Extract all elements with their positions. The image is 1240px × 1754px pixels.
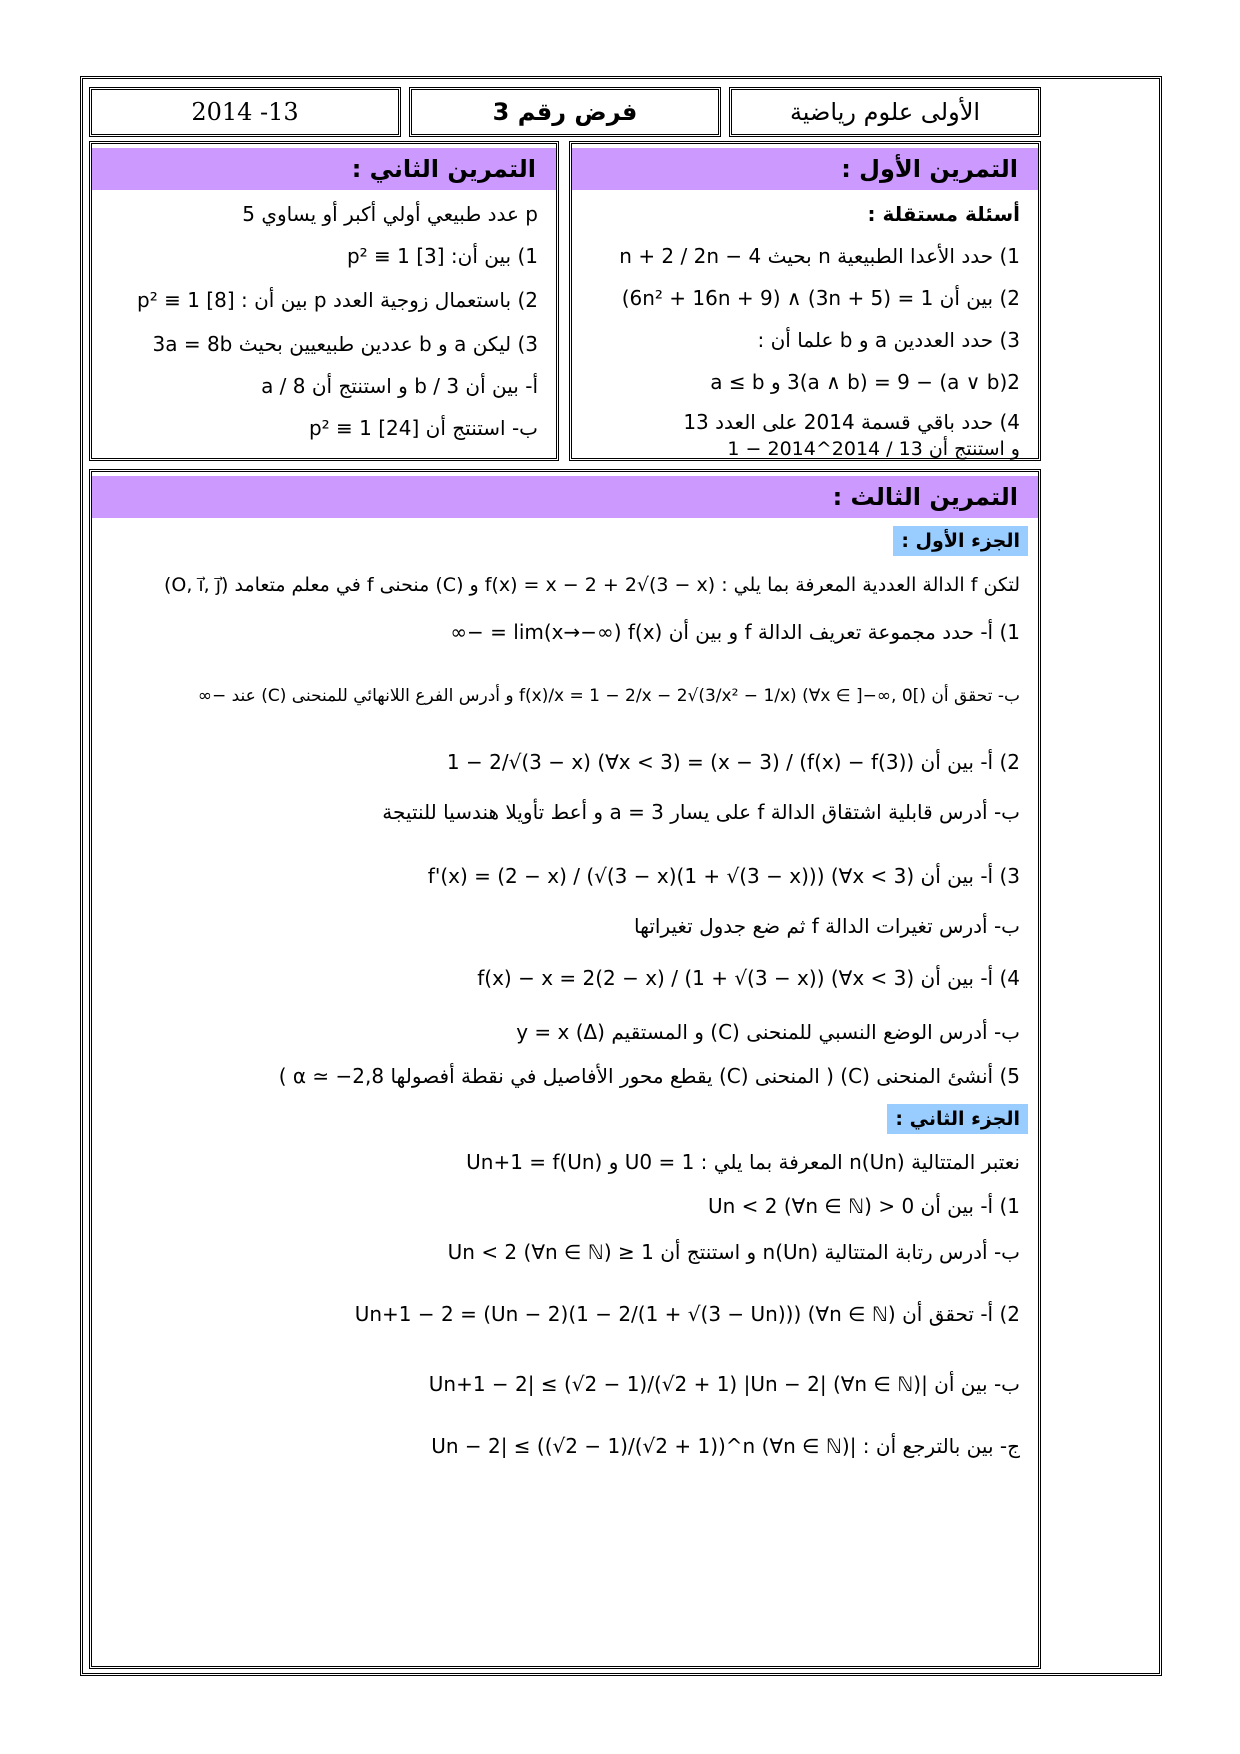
ex2-line: ب- استنتج أن p² ≡ 1 [24]: [308, 416, 538, 440]
ex2-line: 2) باستعمال زوجية العدد p بين أن : p² ≡ 1 [8]: [137, 288, 538, 312]
ex3-line: ب- بين أن |Un+1 − 2| ≤ (√2 − 1)/(√2 + 1) |Un − 2| (∀n ∈ ℕ): [428, 1372, 1020, 1396]
ex3-line: 2) أ- تحقق أن Un+1 − 2 = (Un − 2)(1 − 2/(1 + √(3 − Un))) (∀n ∈ ℕ): [354, 1302, 1020, 1326]
ex3-line: 1) أ- حدد مجموعة تعريف الدالة f و بين أن lim(x→−∞) f(x) = −∞: [450, 620, 1020, 644]
ex2-line: p عدد طبيعي أولي أكبر أو يساوي 5: [242, 202, 538, 226]
level-box: [729, 87, 1041, 137]
ex1-line: 4) حدد باقي قسمة 2014 على العدد 13: [683, 410, 1020, 434]
exam-date: 2014 -13: [191, 98, 299, 126]
part-1-label: الجزء الأول :: [893, 526, 1028, 556]
ex3-line: ب- تحقق أن f(x)/x = 1 − 2/x − 2√(3/x² − 1/x) (∀x ∈ ]−∞, 0[) و أدرس الفرع اللانهائي للمنحنى (C) عند −∞: [197, 686, 1020, 706]
exercise-1: [569, 141, 1041, 461]
ex3-line: 5) أنشئ المنحنى (C) ( المنحنى (C) يقطع محور الأفاصيل في نقطة أفصولها α ≃ −2,8 ): [278, 1064, 1020, 1088]
ex1-line: أسئلة مستقلة :: [867, 202, 1020, 226]
exercise-1-title: التمرين الأول :: [572, 148, 1038, 190]
exercise-2: [89, 141, 559, 461]
ex3-line: نعتبر المتتالية (Un)n المعرفة بما يلي : U0 = 1 و Un+1 = f(Un): [466, 1150, 1020, 1174]
exam-page: [80, 76, 1162, 1676]
ex1-line: 2) بين أن 1 = (3n + 5) ∧ (6n² + 16n + 9): [621, 286, 1020, 310]
exam-level: الأولى علوم رياضية: [789, 98, 981, 126]
exercise-2-title: التمرين الثاني :: [92, 148, 556, 190]
ex3-line: ب- أدرس الوضع النسبي للمنحنى (C) و المستقيم y = x (Δ): [516, 1020, 1020, 1044]
ex3-line: 1) أ- بين أن 0 < Un < 2 (∀n ∈ ℕ): [707, 1194, 1020, 1218]
ex3-line: ب- أدرس قابلية اشتقاق الدالة f على يسار a = 3 و أعط تأويلا هندسيا للنتيجة: [382, 800, 1020, 824]
ex2-line: 1) بين أن: p² ≡ 1 [3]: [346, 244, 538, 268]
ex2-line: 3) ليكن a و b عددين طبيعيين بحيث 3a = 8b: [152, 332, 538, 356]
ex3-line: 2) أ- بين أن (f(x) − f(3)) / (x − 3) = 1 − 2/√(3 − x) (∀x < 3): [446, 750, 1020, 774]
ex3-line: 3) أ- بين أن f'(x) = (2 − x) / (√(3 − x)(1 + √(3 − x))) (∀x < 3): [427, 864, 1020, 888]
title-box: [409, 87, 721, 137]
ex1-line: 3) حدد العددين a و b علما أن :: [757, 328, 1020, 352]
ex1-line: 1) حدد الأعدا الطبيعية n بحيث n + 2 / 2n − 4: [619, 244, 1020, 268]
ex3-line: ج- بين بالترجع أن : |Un − 2| ≤ ((√2 − 1)/(√2 + 1))^n (∀n ∈ ℕ): [431, 1434, 1020, 1458]
exercise-3: [89, 469, 1041, 1669]
part-2-label: الجزء الثاني :: [887, 1104, 1028, 1134]
ex3-line: لتكن f الدالة العددية المعرفة بما يلي : f(x) = x − 2 + 2√(3 − x) و (C) منحنى f في معلم متعامد (O, i⃗, j⃗): [163, 574, 1020, 596]
ex3-line: ب- أدرس رتابة المتتالية (Un)n و استنتج أن 1 ≤ Un < 2 (∀n ∈ ℕ): [447, 1240, 1020, 1264]
exam-title: فرض رقم 3: [492, 98, 638, 126]
ex2-line: أ- بين أن 3 / b و استنتج أن 8 / a: [261, 374, 538, 398]
ex3-line: ب- أدرس تغيرات الدالة f ثم ضع جدول تغيراتها: [634, 914, 1020, 938]
date-box: [89, 87, 401, 137]
ex1-line: 2(a ∨ b) − 3(a ∧ b) = 9 و a ≤ b: [710, 370, 1020, 394]
ex1-line: و استنتج أن 13 / 2014^2014 − 1: [727, 438, 1020, 460]
ex3-line: 4) أ- بين أن f(x) − x = 2(2 − x) / (1 + √(3 − x)) (∀x < 3): [477, 966, 1020, 990]
exercise-3-title: التمرين الثالث :: [92, 476, 1038, 518]
